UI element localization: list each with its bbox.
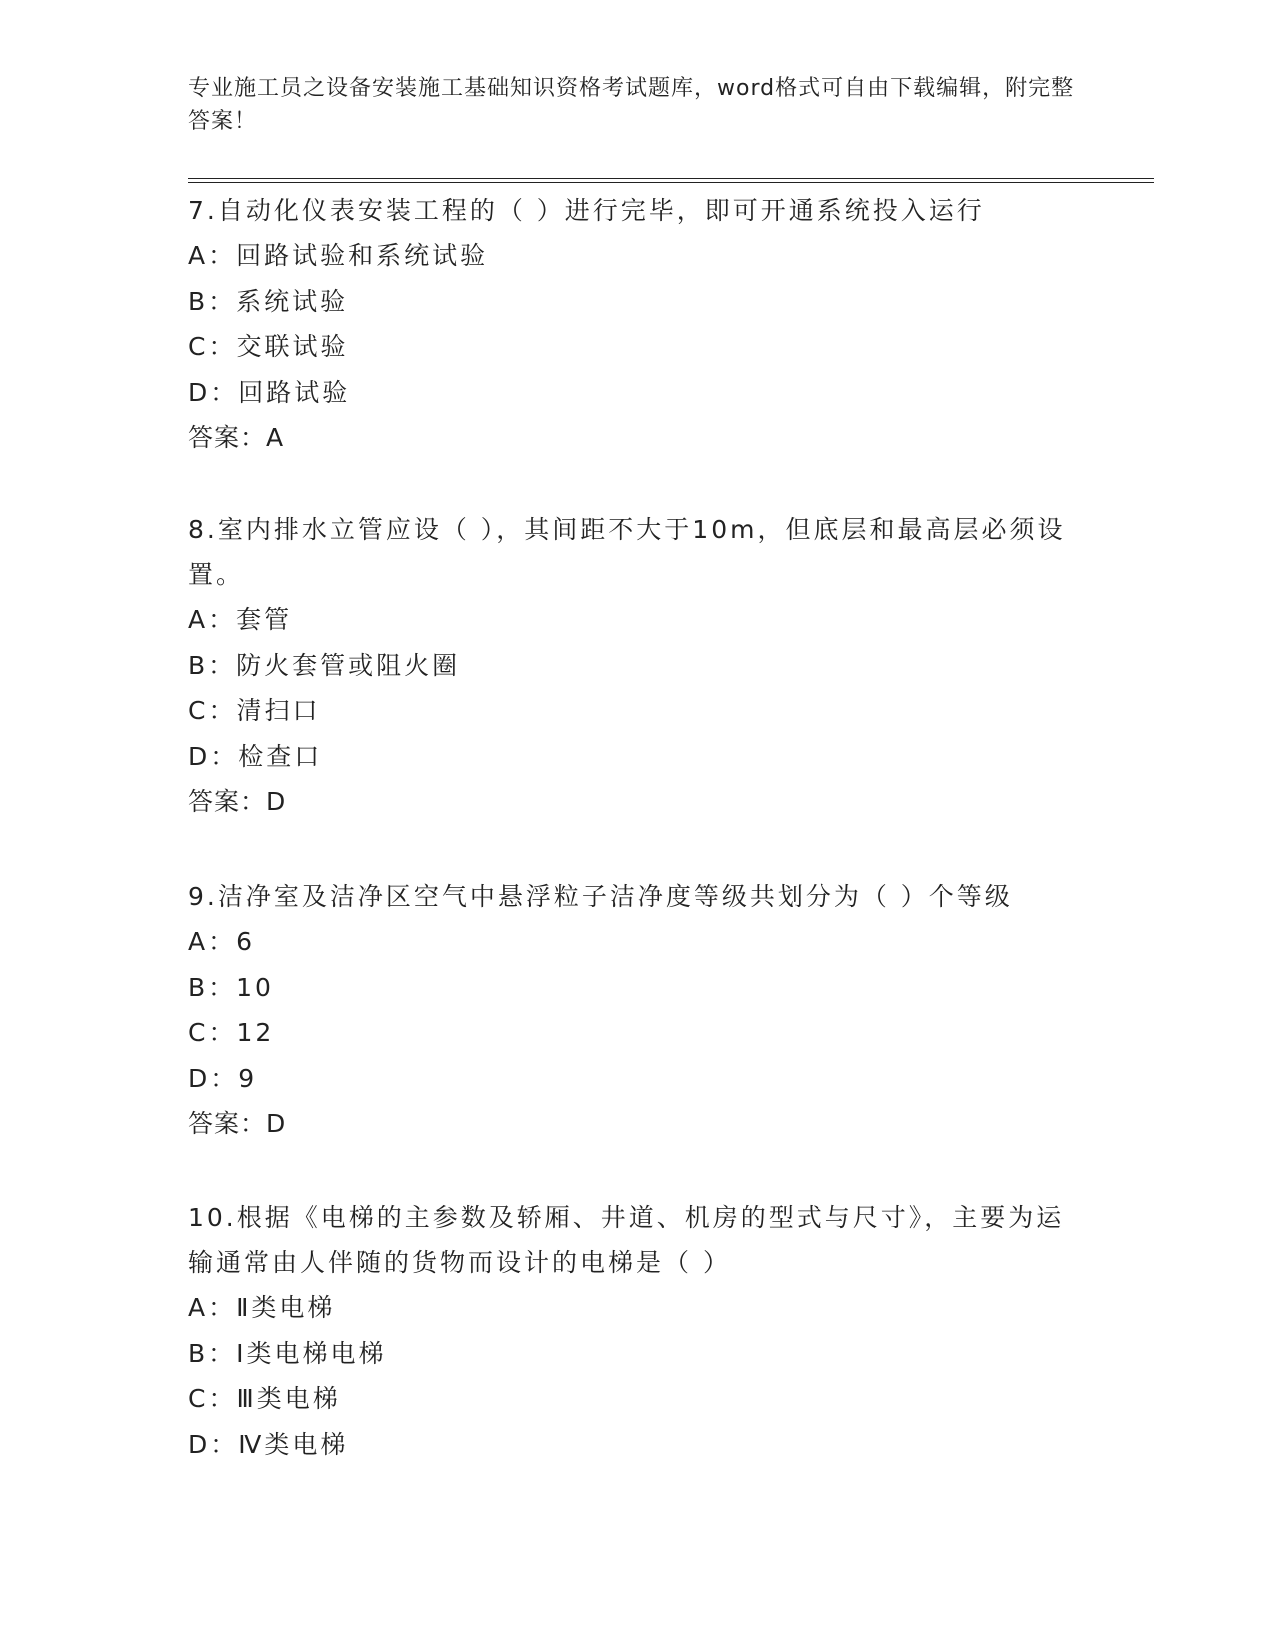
answer-line: 答案：D [188, 1109, 287, 1138]
option-d: D：9 [188, 1063, 258, 1093]
option-a: A：6 [188, 927, 256, 956]
question-9 [188, 874, 1088, 1146]
answer-line: 答案：D [188, 787, 287, 816]
option-a: A：Ⅱ类电梯 [188, 1293, 336, 1322]
header-divider-top [188, 178, 1154, 179]
option-c: C：12 [188, 1018, 275, 1047]
question-7 [188, 188, 1088, 460]
option-b: B：Ⅰ类电梯电梯 [188, 1338, 387, 1368]
question-stem: 8.室内排水立管应设（ ），其间距不大于10m，但底层和最高层必须设置。 [188, 515, 1066, 589]
option-c: C：Ⅲ类电梯 [188, 1384, 341, 1413]
option-d: D：回路试验 [188, 377, 351, 407]
answer-line: 答案：A [188, 423, 285, 452]
option-d: D：检查口 [188, 741, 323, 771]
question-10 [188, 1195, 1088, 1467]
option-b: B：系统试验 [188, 286, 349, 316]
option-c: C：清扫口 [188, 696, 321, 725]
option-a: A：回路试验和系统试验 [188, 241, 489, 270]
option-d: D：Ⅳ类电梯 [188, 1429, 349, 1459]
option-b: B：防火套管或阻火圈 [188, 650, 461, 680]
question-8 [188, 507, 1088, 824]
option-a: A：套管 [188, 605, 293, 634]
question-stem: 9.洁净室及洁净区空气中悬浮粒子洁净度等级共划分为（ ）个等级 [188, 882, 1013, 911]
option-c: C：交联试验 [188, 332, 349, 361]
question-stem: 7.自动化仪表安装工程的（ ）进行完毕，即可开通系统投入运行 [188, 196, 985, 225]
header-divider-bottom [188, 182, 1154, 183]
document-header: 专业施工员之设备安装施工基础知识资格考试题库，word格式可自由下载编辑，附完整答案！ [188, 76, 1075, 134]
question-stem: 10.根据《电梯的主参数及轿厢、井道、机房的型式与尺寸》，主要为运输通常由人伴随的货物而设计的电梯是（ ） [188, 1203, 1065, 1277]
option-b: B：10 [188, 972, 274, 1002]
